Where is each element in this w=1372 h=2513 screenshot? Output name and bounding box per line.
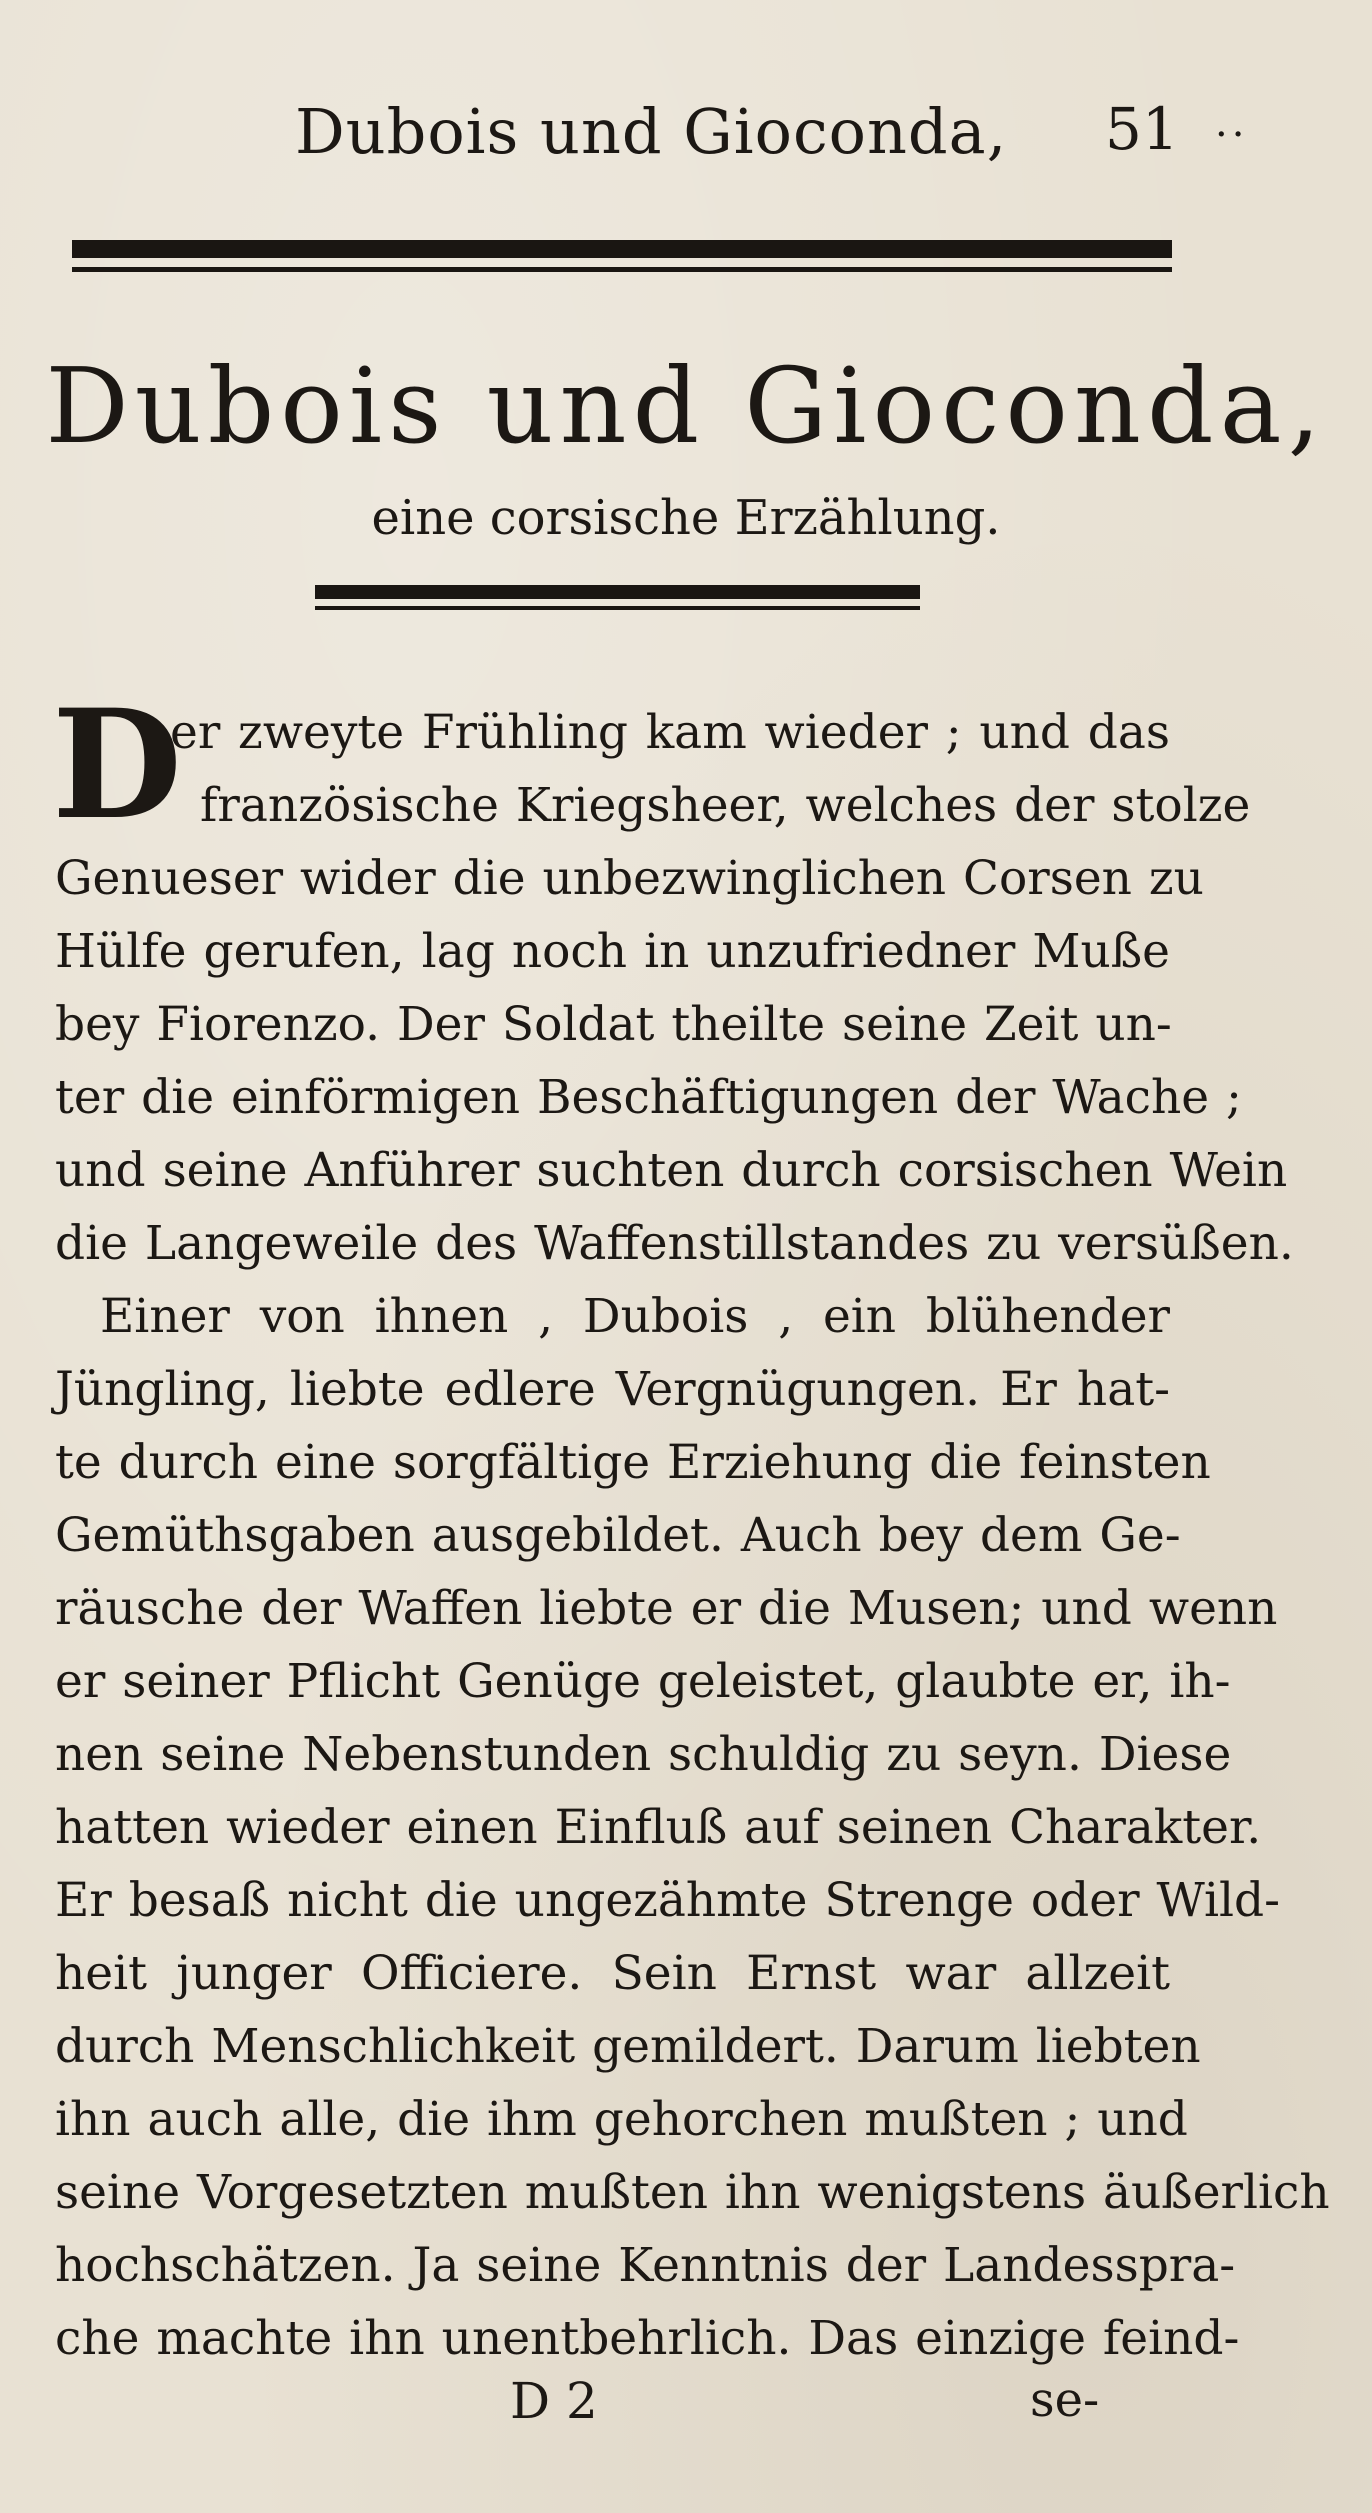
chapter-title: Dubois und Gioconda,: [45, 345, 1327, 467]
text-line: er zweyte Frühling kam wieder ; und das: [170, 705, 1170, 760]
running-head: Dubois und Gioconda,: [295, 95, 1008, 168]
header-rule-thin: [72, 267, 1172, 272]
text-line: ter die einförmigen Beschäftigungen der Wache ;: [55, 1070, 1242, 1125]
text-line: hochschätzen. Ja seine Kenntnis der Landesspra-: [55, 2238, 1236, 2293]
text-line: durch Menschlichkeit gemildert. Darum liebten: [55, 2019, 1201, 2074]
text-line: bey Fiorenzo. Der Soldat theilte seine Zeit un-: [55, 997, 1172, 1052]
text-line: französische Kriegsheer, welches der stolze: [200, 778, 1251, 833]
text-line: che machte ihn unentbehrlich. Das einzige feind-: [55, 2311, 1240, 2366]
page-number: 51: [1105, 95, 1179, 163]
text-line: Genueser wider die unbezwinglichen Corsen zu: [55, 851, 1204, 906]
text-line: Einer von ihnen , Dubois , ein blühender: [100, 1289, 1170, 1344]
text-line: ihn auch alle, die ihm gehorchen mußten ; und: [55, 2092, 1188, 2147]
chapter-subtitle: eine corsische Erzählung.: [371, 490, 1001, 546]
drop-cap: D: [52, 677, 183, 853]
edge-mark: ··: [1215, 112, 1249, 158]
text-line: heit junger Officiere. Sein Ernst war allzeit: [55, 1946, 1170, 2001]
text-line: die Langeweile des Waffenstillstandes zu versüßen.: [55, 1216, 1294, 1271]
text-line: Jüngling, liebte edlere Vergnügungen. Er hat-: [55, 1362, 1170, 1417]
text-line: Er besaß nicht die ungezähmte Strenge oder Wild-: [55, 1873, 1280, 1928]
header-rule-thick: [72, 240, 1172, 258]
subtitle-rule-thin: [315, 606, 920, 610]
text-line: und seine Anführer suchten durch corsischen Wein: [55, 1143, 1288, 1198]
text-line: Gemüthsgaben ausgebildet. Auch bey dem Ge-: [55, 1508, 1181, 1563]
text-line: er seiner Pflicht Genüge geleistet, glaubte er, ih-: [55, 1654, 1231, 1709]
text-line: seine Vorgesetzten mußten ihn wenigstens äußerlich: [55, 2165, 1330, 2220]
text-line: Hülfe gerufen, lag noch in unzufriedner Muße: [55, 924, 1170, 979]
text-line: te durch eine sorgfältige Erziehung die feinsten: [55, 1435, 1211, 1490]
subtitle-rule-thick: [315, 585, 920, 599]
text-line: räusche der Waffen liebte er die Musen; und wenn: [55, 1581, 1278, 1636]
catchword: se-: [1030, 2372, 1100, 2428]
signature-mark: D 2: [510, 2372, 598, 2430]
text-line: nen seine Nebenstunden schuldig zu seyn. Diese: [55, 1727, 1232, 1782]
text-line: hatten wieder einen Einfluß auf seinen Charakter.: [55, 1800, 1262, 1855]
